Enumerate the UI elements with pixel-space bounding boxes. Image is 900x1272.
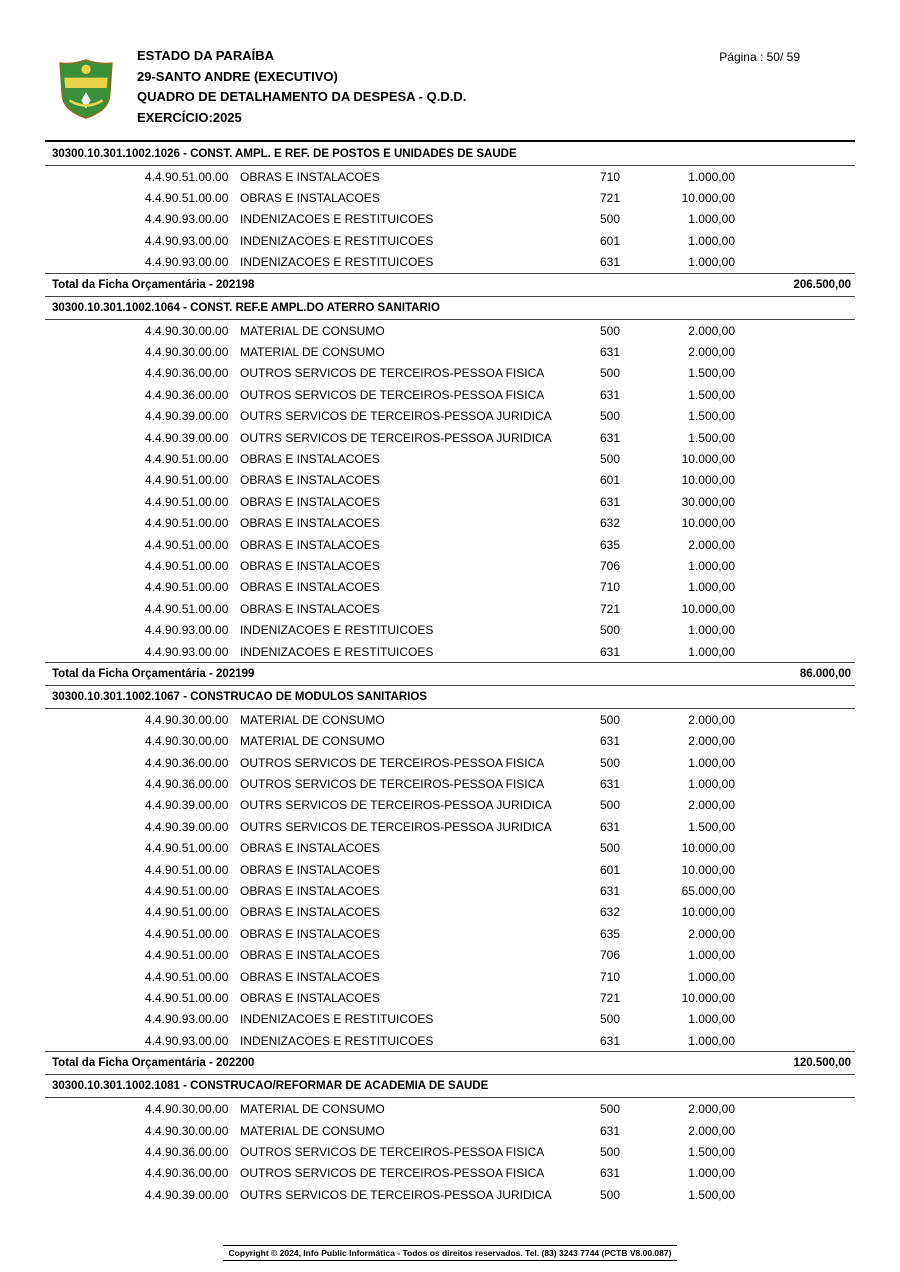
expense-row — [45, 1163, 855, 1184]
fonte-code: 706 — [599, 948, 620, 963]
fonte-code: 500 — [599, 1144, 620, 1159]
expense-value: 30.000,00 — [681, 494, 735, 509]
expense-code: 4.4.90.51.00.00 — [145, 601, 229, 616]
total-label: Total da Ficha Orçamentária - 202199 — [52, 668, 255, 681]
expense-row — [45, 859, 855, 880]
expense-code: 4.4.90.51.00.00 — [145, 969, 229, 984]
expense-row — [45, 341, 855, 362]
expense-value: 1.000,00 — [688, 755, 735, 770]
page-number: Página : 50/ 59 — [719, 50, 800, 64]
fonte-code: 631 — [599, 1033, 620, 1048]
expense-code: 4.4.90.93.00.00 — [145, 623, 229, 638]
expense-code: 4.4.90.51.00.00 — [145, 841, 229, 856]
fonte-code: 500 — [599, 323, 620, 338]
fonte-code: 500 — [599, 451, 620, 466]
expense-code: 4.4.90.39.00.00 — [145, 430, 229, 445]
expense-code: 4.4.90.51.00.00 — [145, 905, 229, 920]
expense-value: 1.000,00 — [688, 1033, 735, 1048]
expense-value: 1.500,00 — [688, 430, 735, 445]
expense-row — [45, 470, 855, 491]
total-value: 206.500,00 — [793, 278, 851, 291]
fonte-code: 601 — [599, 233, 620, 248]
expense-value: 2.000,00 — [688, 798, 735, 813]
total-row — [45, 273, 855, 297]
expense-value: 1.500,00 — [688, 1187, 735, 1202]
expense-code: 4.4.90.30.00.00 — [145, 1102, 229, 1117]
expense-value: 1.000,00 — [688, 580, 735, 595]
expense-code: 4.4.90.36.00.00 — [145, 366, 229, 381]
exercise-year: EXERCÍCIO:2025 — [137, 109, 242, 125]
expense-code: 4.4.90.51.00.00 — [145, 537, 229, 552]
expense-row — [45, 795, 855, 816]
expense-row — [45, 880, 855, 901]
header-divider — [45, 140, 855, 142]
expense-description: OUTRS SERVICOS DE TERCEIROS-PESSOA JURIDICA — [240, 1187, 552, 1202]
expense-description: OUTRS SERVICOS DE TERCEIROS-PESSOA JURIDICA — [240, 798, 552, 813]
expense-code: 4.4.90.51.00.00 — [145, 191, 229, 206]
fonte-code: 632 — [599, 516, 620, 531]
expense-row — [45, 427, 855, 448]
expense-value: 1.000,00 — [688, 255, 735, 270]
expense-description: OBRAS E INSTALACOES — [240, 841, 380, 856]
expense-description: OBRAS E INSTALACOES — [240, 990, 380, 1005]
expense-row — [45, 1030, 855, 1051]
fonte-code: 601 — [599, 473, 620, 488]
fonte-code: 500 — [599, 798, 620, 813]
expense-description: MATERIAL DE CONSUMO — [240, 1123, 385, 1138]
fonte-code: 631 — [599, 494, 620, 509]
expense-description: MATERIAL DE CONSUMO — [240, 734, 385, 749]
expense-code: 4.4.90.93.00.00 — [145, 644, 229, 659]
fonte-code: 500 — [599, 366, 620, 381]
expense-description: INDENIZACOES E RESTITUICOES — [240, 1033, 434, 1048]
expense-row — [45, 752, 855, 773]
expense-value: 1.000,00 — [688, 212, 735, 227]
expense-description: OBRAS E INSTALACOES — [240, 948, 380, 963]
expense-row — [45, 987, 855, 1008]
report-title: QUADRO DE DETALHAMENTO DA DESPESA - Q.D.D. — [137, 89, 467, 104]
expense-row — [45, 1009, 855, 1030]
expense-value: 1.000,00 — [688, 1166, 735, 1181]
expense-description: OUTROS SERVICOS DE TERCEIROS-PESSOA FISICA — [240, 387, 545, 402]
expense-value: 2.000,00 — [688, 345, 735, 360]
expense-code: 4.4.90.51.00.00 — [145, 516, 229, 531]
total-label: Total da Ficha Orçamentária - 202198 — [52, 278, 255, 291]
expense-value: 1.000,00 — [688, 623, 735, 638]
expense-code: 4.4.90.36.00.00 — [145, 1144, 229, 1159]
fonte-code: 631 — [599, 734, 620, 749]
expense-row — [45, 534, 855, 555]
expense-code: 4.4.90.36.00.00 — [145, 777, 229, 792]
fonte-code: 710 — [599, 580, 620, 595]
copyright-text: Copyright © 2024, Info Public Informática - Todos os direitos reservados. Tel. (83) 3243 7744 (PCTB V8.00.087) — [223, 1245, 678, 1261]
expense-description: INDENIZACOES E RESTITUICOES — [240, 644, 434, 659]
expense-description: INDENIZACOES E RESTITUICOES — [240, 1012, 434, 1027]
coat-of-arms-icon — [57, 58, 115, 120]
expense-code: 4.4.90.51.00.00 — [145, 580, 229, 595]
fonte-code: 631 — [599, 819, 620, 834]
expense-code: 4.4.90.93.00.00 — [145, 233, 229, 248]
expense-code: 4.4.90.51.00.00 — [145, 884, 229, 899]
expense-value: 1.500,00 — [688, 409, 735, 424]
expense-row — [45, 1141, 855, 1162]
fonte-code: 631 — [599, 1166, 620, 1181]
total-row — [45, 1051, 855, 1075]
section-rows — [45, 709, 855, 1051]
fonte-code: 500 — [599, 212, 620, 227]
expense-description: INDENIZACOES E RESTITUICOES — [240, 255, 434, 270]
expense-row — [45, 1098, 855, 1119]
expense-code: 4.4.90.39.00.00 — [145, 819, 229, 834]
expense-value: 10.000,00 — [681, 601, 735, 616]
fonte-code: 500 — [599, 1187, 620, 1202]
expense-row — [45, 555, 855, 576]
section-title: 30300.10.301.1002.1026 - CONST. AMPL. E REF. DE POSTOS E UNIDADES DE SAUDE — [45, 143, 855, 166]
expense-value: 1.000,00 — [688, 948, 735, 963]
fonte-code: 631 — [599, 884, 620, 899]
org-name: ESTADO DA PARAÍBA — [137, 48, 274, 63]
fonte-code: 601 — [599, 862, 620, 877]
expense-code: 4.4.90.51.00.00 — [145, 451, 229, 466]
fonte-code: 631 — [599, 644, 620, 659]
expense-description: OUTROS SERVICOS DE TERCEIROS-PESSOA FISICA — [240, 755, 545, 770]
expense-description: OBRAS E INSTALACOES — [240, 969, 380, 984]
expense-row — [45, 923, 855, 944]
expense-description: OBRAS E INSTALACOES — [240, 473, 380, 488]
expense-description: INDENIZACOES E RESTITUICOES — [240, 212, 434, 227]
expense-row — [45, 512, 855, 533]
expense-row — [45, 363, 855, 384]
expense-value: 2.000,00 — [688, 712, 735, 727]
expense-value: 1.000,00 — [688, 1012, 735, 1027]
expense-description: OBRAS E INSTALACOES — [240, 191, 380, 206]
fonte-code: 721 — [599, 191, 620, 206]
expense-description: OBRAS E INSTALACOES — [240, 862, 380, 877]
expense-row — [45, 966, 855, 987]
expense-description: OUTROS SERVICOS DE TERCEIROS-PESSOA FISICA — [240, 366, 545, 381]
expense-value: 10.000,00 — [681, 473, 735, 488]
expense-code: 4.4.90.51.00.00 — [145, 926, 229, 941]
section-rows — [45, 166, 855, 273]
fonte-code: 500 — [599, 623, 620, 638]
expense-value: 10.000,00 — [681, 516, 735, 531]
expense-description: OBRAS E INSTALACOES — [240, 169, 380, 184]
expense-code: 4.4.90.39.00.00 — [145, 409, 229, 424]
fonte-code: 631 — [599, 255, 620, 270]
expense-value: 2.000,00 — [688, 1102, 735, 1117]
expense-description: OBRAS E INSTALACOES — [240, 905, 380, 920]
expense-value: 2.000,00 — [688, 323, 735, 338]
expense-code: 4.4.90.30.00.00 — [145, 712, 229, 727]
expense-description: OBRAS E INSTALACOES — [240, 537, 380, 552]
expense-value: 1.000,00 — [688, 233, 735, 248]
expense-code: 4.4.90.51.00.00 — [145, 169, 229, 184]
fonte-code: 710 — [599, 969, 620, 984]
fonte-code: 721 — [599, 601, 620, 616]
expense-row — [45, 709, 855, 730]
expense-description: OUTROS SERVICOS DE TERCEIROS-PESSOA FISICA — [240, 1144, 545, 1159]
section-title: 30300.10.301.1002.1081 - CONSTRUCAO/REFORMAR DE ACADEMIA DE SAUDE — [45, 1075, 855, 1098]
expense-value: 2.000,00 — [688, 1123, 735, 1138]
expense-description: OUTRS SERVICOS DE TERCEIROS-PESSOA JURIDICA — [240, 409, 552, 424]
expense-value: 10.000,00 — [681, 905, 735, 920]
expense-value: 1.500,00 — [688, 1144, 735, 1159]
expense-code: 4.4.90.93.00.00 — [145, 1033, 229, 1048]
expense-row — [45, 448, 855, 469]
expense-code: 4.4.90.30.00.00 — [145, 734, 229, 749]
expense-description: OBRAS E INSTALACOES — [240, 926, 380, 941]
fonte-code: 500 — [599, 409, 620, 424]
section-title: 30300.10.301.1002.1067 - CONSTRUCAO DE MODULOS SANITARIOS — [45, 686, 855, 709]
entity-name: 29-SANTO ANDRE (EXECUTIVO) — [137, 68, 338, 84]
expense-value: 10.000,00 — [681, 862, 735, 877]
fonte-code: 710 — [599, 169, 620, 184]
expense-row — [45, 406, 855, 427]
budget-section — [45, 1075, 855, 1205]
expense-code: 4.4.90.93.00.00 — [145, 212, 229, 227]
expense-description: OBRAS E INSTALACOES — [240, 558, 380, 573]
expense-row — [45, 945, 855, 966]
expense-value: 65.000,00 — [681, 884, 735, 899]
expense-value: 10.000,00 — [681, 451, 735, 466]
expense-code: 4.4.90.51.00.00 — [145, 862, 229, 877]
fonte-code: 631 — [599, 387, 620, 402]
fonte-code: 632 — [599, 905, 620, 920]
expense-code: 4.4.90.36.00.00 — [145, 387, 229, 402]
fonte-code: 500 — [599, 712, 620, 727]
expense-row — [45, 320, 855, 341]
fonte-code: 500 — [599, 755, 620, 770]
section-rows — [45, 1098, 855, 1205]
expense-description: OBRAS E INSTALACOES — [240, 494, 380, 509]
expense-value: 2.000,00 — [688, 926, 735, 941]
expense-description: MATERIAL DE CONSUMO — [240, 712, 385, 727]
expense-value: 1.000,00 — [688, 777, 735, 792]
expense-description: OBRAS E INSTALACOES — [240, 516, 380, 531]
section-rows — [45, 320, 855, 662]
fonte-code: 631 — [599, 1123, 620, 1138]
fonte-code: 631 — [599, 430, 620, 445]
fonte-code: 721 — [599, 990, 620, 1005]
expense-value: 1.000,00 — [688, 169, 735, 184]
expense-value: 2.000,00 — [688, 537, 735, 552]
expense-code: 4.4.90.51.00.00 — [145, 948, 229, 963]
fonte-code: 706 — [599, 558, 620, 573]
expense-value: 10.000,00 — [681, 841, 735, 856]
expense-row — [45, 838, 855, 859]
report-footer — [0, 1243, 900, 1261]
expense-row — [45, 187, 855, 208]
expense-value: 1.500,00 — [688, 819, 735, 834]
expense-row — [45, 731, 855, 752]
fonte-code: 631 — [599, 345, 620, 360]
expense-row — [45, 1184, 855, 1205]
expense-code: 4.4.90.51.00.00 — [145, 558, 229, 573]
expense-code: 4.4.90.36.00.00 — [145, 755, 229, 770]
expense-code: 4.4.90.39.00.00 — [145, 798, 229, 813]
expense-code: 4.4.90.39.00.00 — [145, 1187, 229, 1202]
total-label: Total da Ficha Orçamentária - 202200 — [52, 1057, 255, 1070]
report-header — [45, 46, 855, 138]
expense-row — [45, 619, 855, 640]
expense-row — [45, 1120, 855, 1141]
expense-description: OUTRS SERVICOS DE TERCEIROS-PESSOA JURIDICA — [240, 819, 552, 834]
expense-description: MATERIAL DE CONSUMO — [240, 1102, 385, 1117]
expense-row — [45, 902, 855, 923]
expense-row — [45, 577, 855, 598]
expense-value: 2.000,00 — [688, 734, 735, 749]
fonte-code: 500 — [599, 1102, 620, 1117]
total-row — [45, 662, 855, 686]
expense-code: 4.4.90.93.00.00 — [145, 1012, 229, 1027]
expense-description: OUTRS SERVICOS DE TERCEIROS-PESSOA JURIDICA — [240, 430, 552, 445]
expense-value: 1.000,00 — [688, 969, 735, 984]
expense-code: 4.4.90.30.00.00 — [145, 323, 229, 338]
budget-section — [45, 686, 855, 1075]
expense-description: OUTROS SERVICOS DE TERCEIROS-PESSOA FISICA — [240, 777, 545, 792]
expense-row — [45, 209, 855, 230]
expense-code: 4.4.90.93.00.00 — [145, 255, 229, 270]
expense-description: MATERIAL DE CONSUMO — [240, 323, 385, 338]
expense-description: MATERIAL DE CONSUMO — [240, 345, 385, 360]
expense-description: OBRAS E INSTALACOES — [240, 451, 380, 466]
expense-row — [45, 252, 855, 273]
expense-description: INDENIZACOES E RESTITUICOES — [240, 623, 434, 638]
expense-row — [45, 491, 855, 512]
budget-section — [45, 297, 855, 686]
expense-code: 4.4.90.30.00.00 — [145, 345, 229, 360]
expense-value: 1.000,00 — [688, 644, 735, 659]
expense-row — [45, 816, 855, 837]
expense-code: 4.4.90.51.00.00 — [145, 473, 229, 488]
expense-code: 4.4.90.36.00.00 — [145, 1166, 229, 1181]
expense-row — [45, 641, 855, 662]
expense-description: OBRAS E INSTALACOES — [240, 601, 380, 616]
fonte-code: 635 — [599, 926, 620, 941]
fonte-code: 500 — [599, 1012, 620, 1027]
expense-value: 10.000,00 — [681, 990, 735, 1005]
expense-value: 1.000,00 — [688, 558, 735, 573]
fonte-code: 635 — [599, 537, 620, 552]
expense-value: 1.500,00 — [688, 387, 735, 402]
section-title: 30300.10.301.1002.1064 - CONST. REF.E AMPL.DO ATERRO SANITARIO — [45, 297, 855, 320]
expense-row — [45, 773, 855, 794]
sections-container — [45, 143, 855, 1205]
expense-description: OBRAS E INSTALACOES — [240, 884, 380, 899]
expense-value: 1.500,00 — [688, 366, 735, 381]
expense-value: 10.000,00 — [681, 191, 735, 206]
budget-section — [45, 143, 855, 297]
fonte-code: 631 — [599, 777, 620, 792]
expense-code: 4.4.90.51.00.00 — [145, 494, 229, 509]
expense-description: OBRAS E INSTALACOES — [240, 580, 380, 595]
total-value: 120.500,00 — [793, 1057, 851, 1070]
total-value: 86.000,00 — [799, 668, 851, 681]
fonte-code: 500 — [599, 841, 620, 856]
expense-row — [45, 384, 855, 405]
expense-row — [45, 166, 855, 187]
expense-code: 4.4.90.30.00.00 — [145, 1123, 229, 1138]
expense-code: 4.4.90.51.00.00 — [145, 990, 229, 1005]
expense-description: INDENIZACOES E RESTITUICOES — [240, 233, 434, 248]
expense-row — [45, 598, 855, 619]
expense-row — [45, 230, 855, 251]
expense-description: OUTROS SERVICOS DE TERCEIROS-PESSOA FISICA — [240, 1166, 545, 1181]
